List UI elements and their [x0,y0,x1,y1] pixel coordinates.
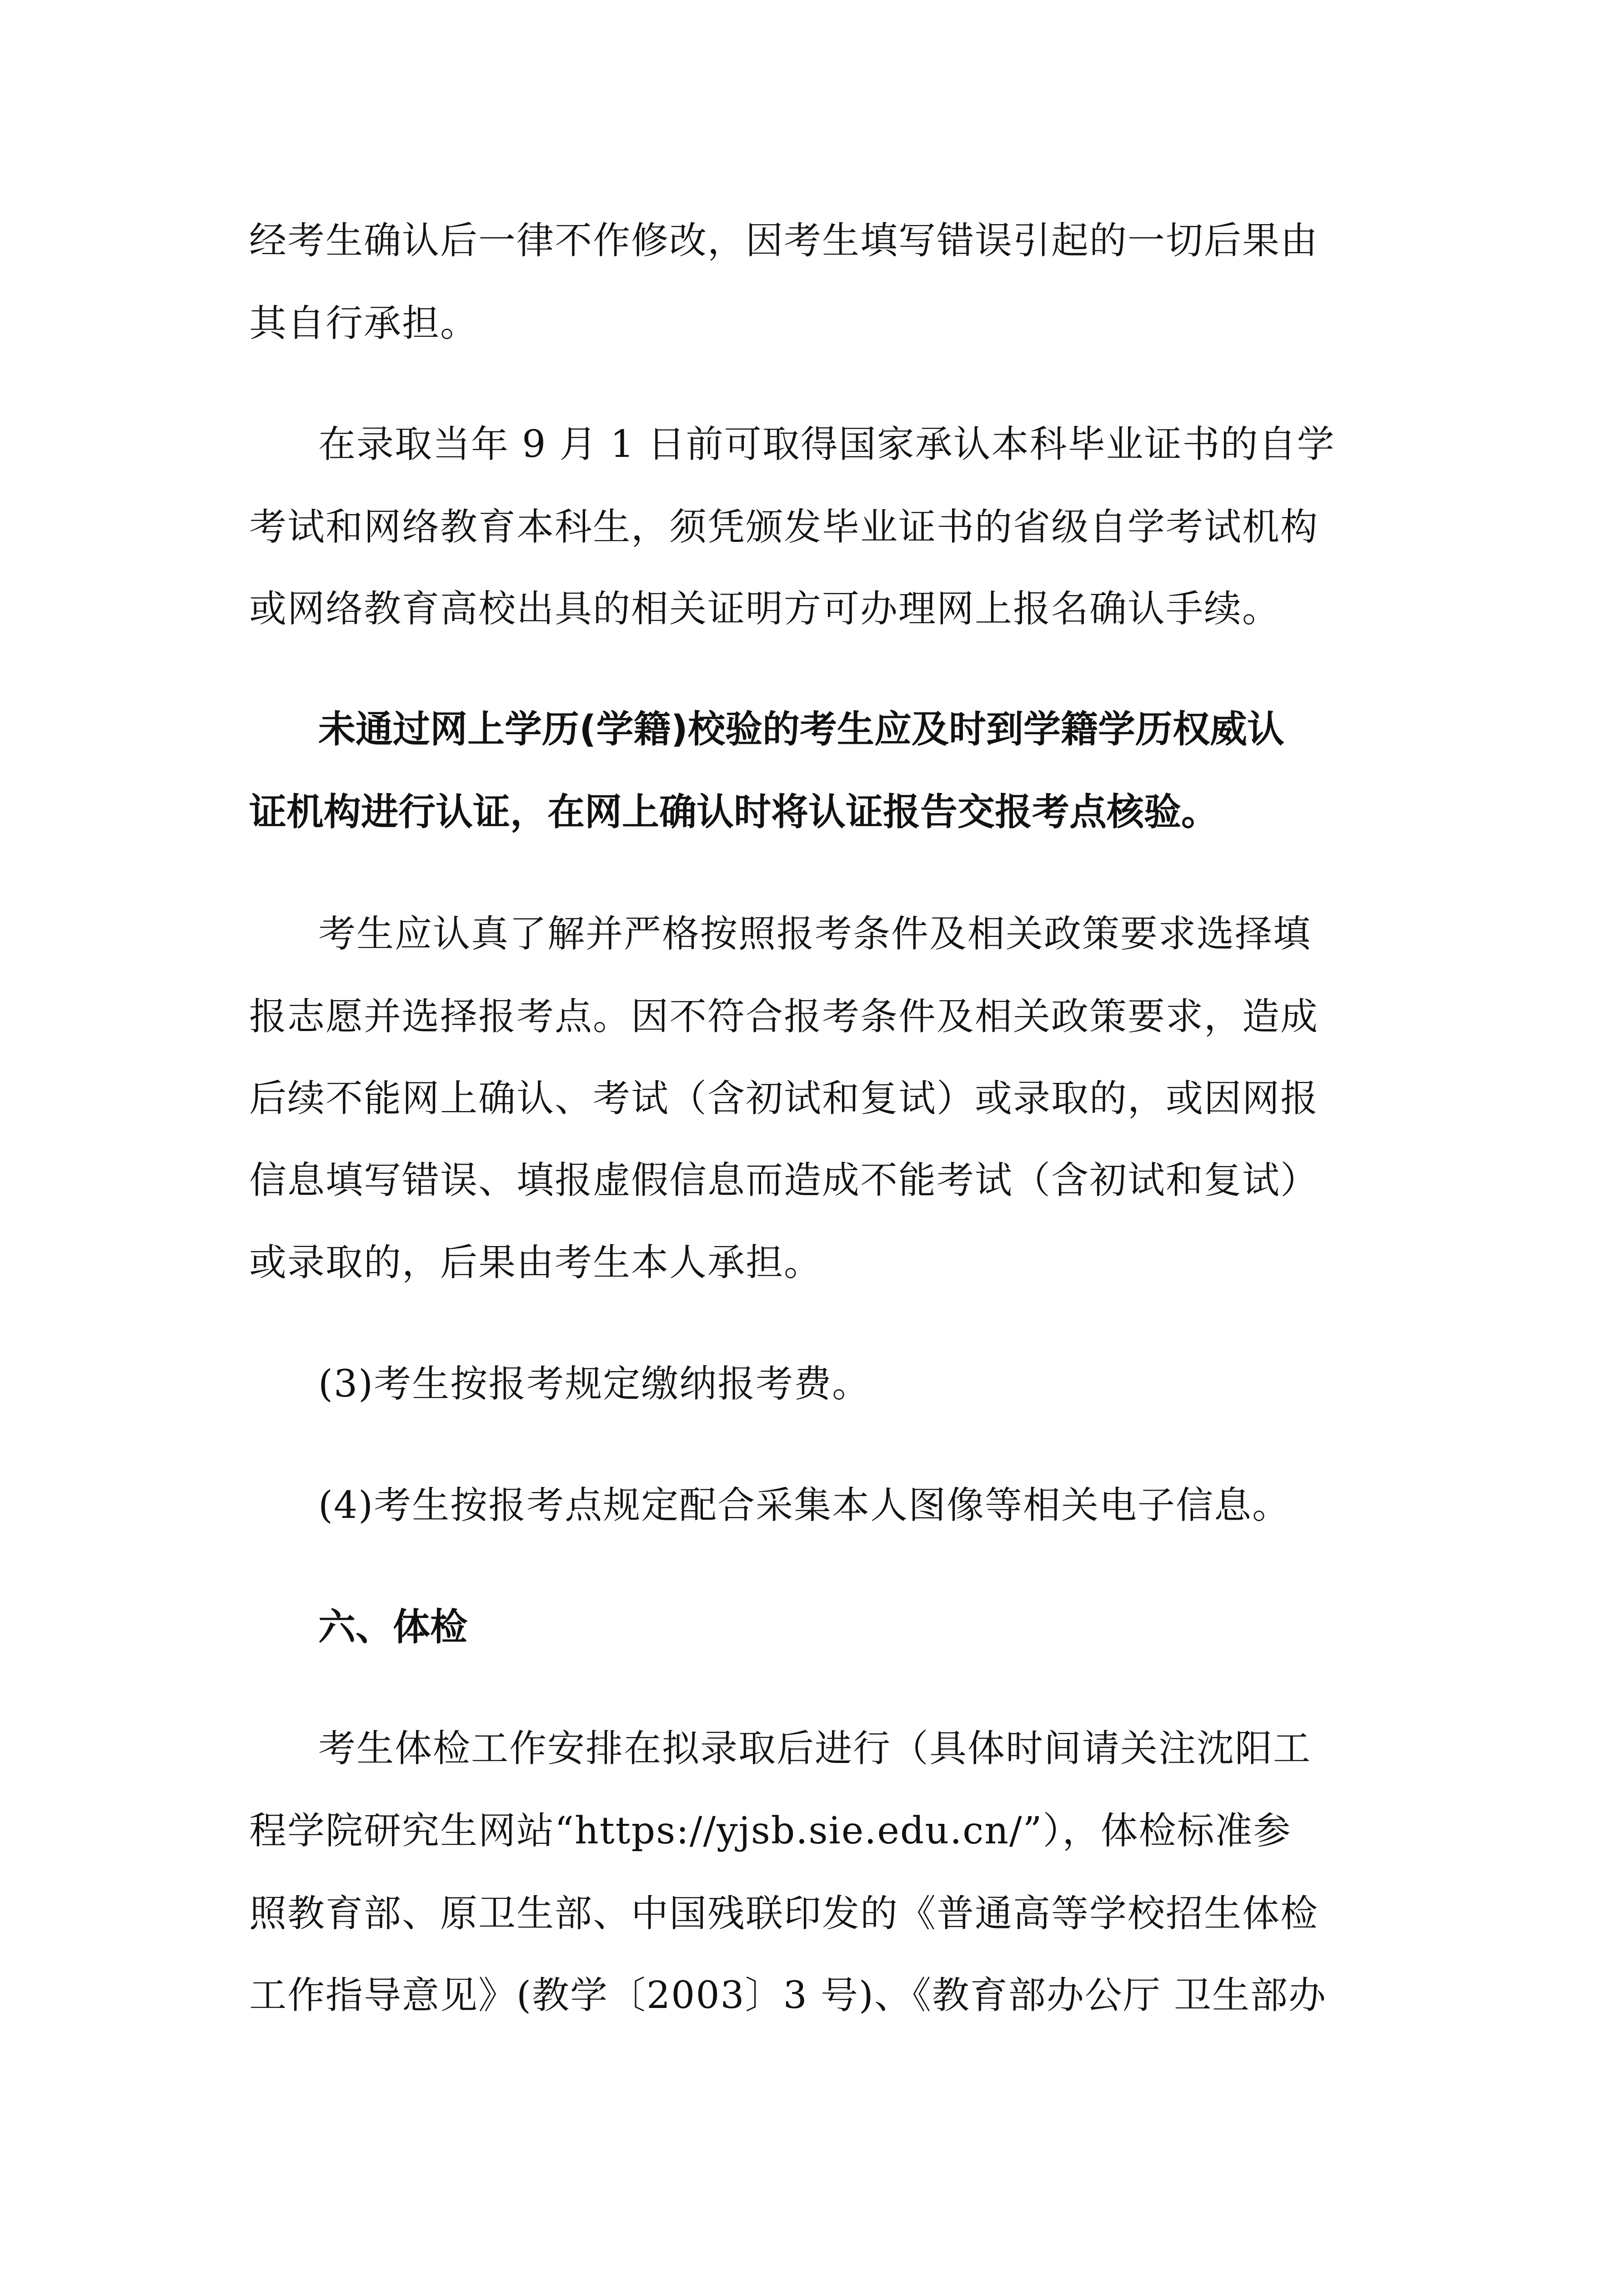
bold-paragraph-line: 证机构进行认证，在网上确认时将认证报告交报考点核验。 [249,791,1219,834]
text-line: 工作指导意见》(教学〔2003〕3 号)、《教育部办公厅 卫生部办 [249,1974,1327,2017]
text-line: 程学院研究生网站“https://yjsb.sie.edu.cn/”），体检标准参 [249,1809,1292,1852]
text-line: 经考生确认后一律不作修改，因考生填写错误引起的一切后果由 [249,219,1319,262]
text-line: 后续不能网上确认、考试（含初试和复试）或录取的，或因网报 [249,1077,1319,1120]
section-heading: 六、体检 [318,1606,468,1649]
text-line: 信息填写错误、填报虚假信息而造成不能考试（含初试和复试） [249,1159,1319,1202]
text-line: 考生应认真了解并严格按照报考条件及相关政策要求选择填 [318,912,1312,956]
text-line: 考试和网络教育本科生，须凭颁发毕业证书的省级自学考试机构 [249,506,1319,549]
bold-paragraph-line: 未通过网上学历(学籍)校验的考生应及时到学籍学历权威认 [318,708,1284,751]
text-line: 在录取当年 9 月 1 日前可取得国家承认本科毕业证书的自学 [318,423,1335,466]
text-line: 报志愿并选择报考点。因不符合报考条件及相关政策要求，造成 [249,995,1319,1038]
text-line: 其自行承担。 [249,302,479,345]
text-line: 照教育部、原卫生部、中国残联印发的《普通高等学校招生体检 [249,1892,1319,1935]
text-line: 或录取的，后果由考生本人承担。 [249,1241,822,1284]
text-line: 或网络教育高校出具的相关证明方可办理网上报名确认手续。 [249,587,1281,631]
text-line: 考生体检工作安排在拟录取后进行（具体时间请关注沈阳工 [318,1727,1312,1770]
list-item: (3)考生按报考规定缴纳报考费。 [318,1362,871,1406]
list-item: (4)考生按报考点规定配合采集本人图像等相关电子信息。 [318,1484,1291,1527]
